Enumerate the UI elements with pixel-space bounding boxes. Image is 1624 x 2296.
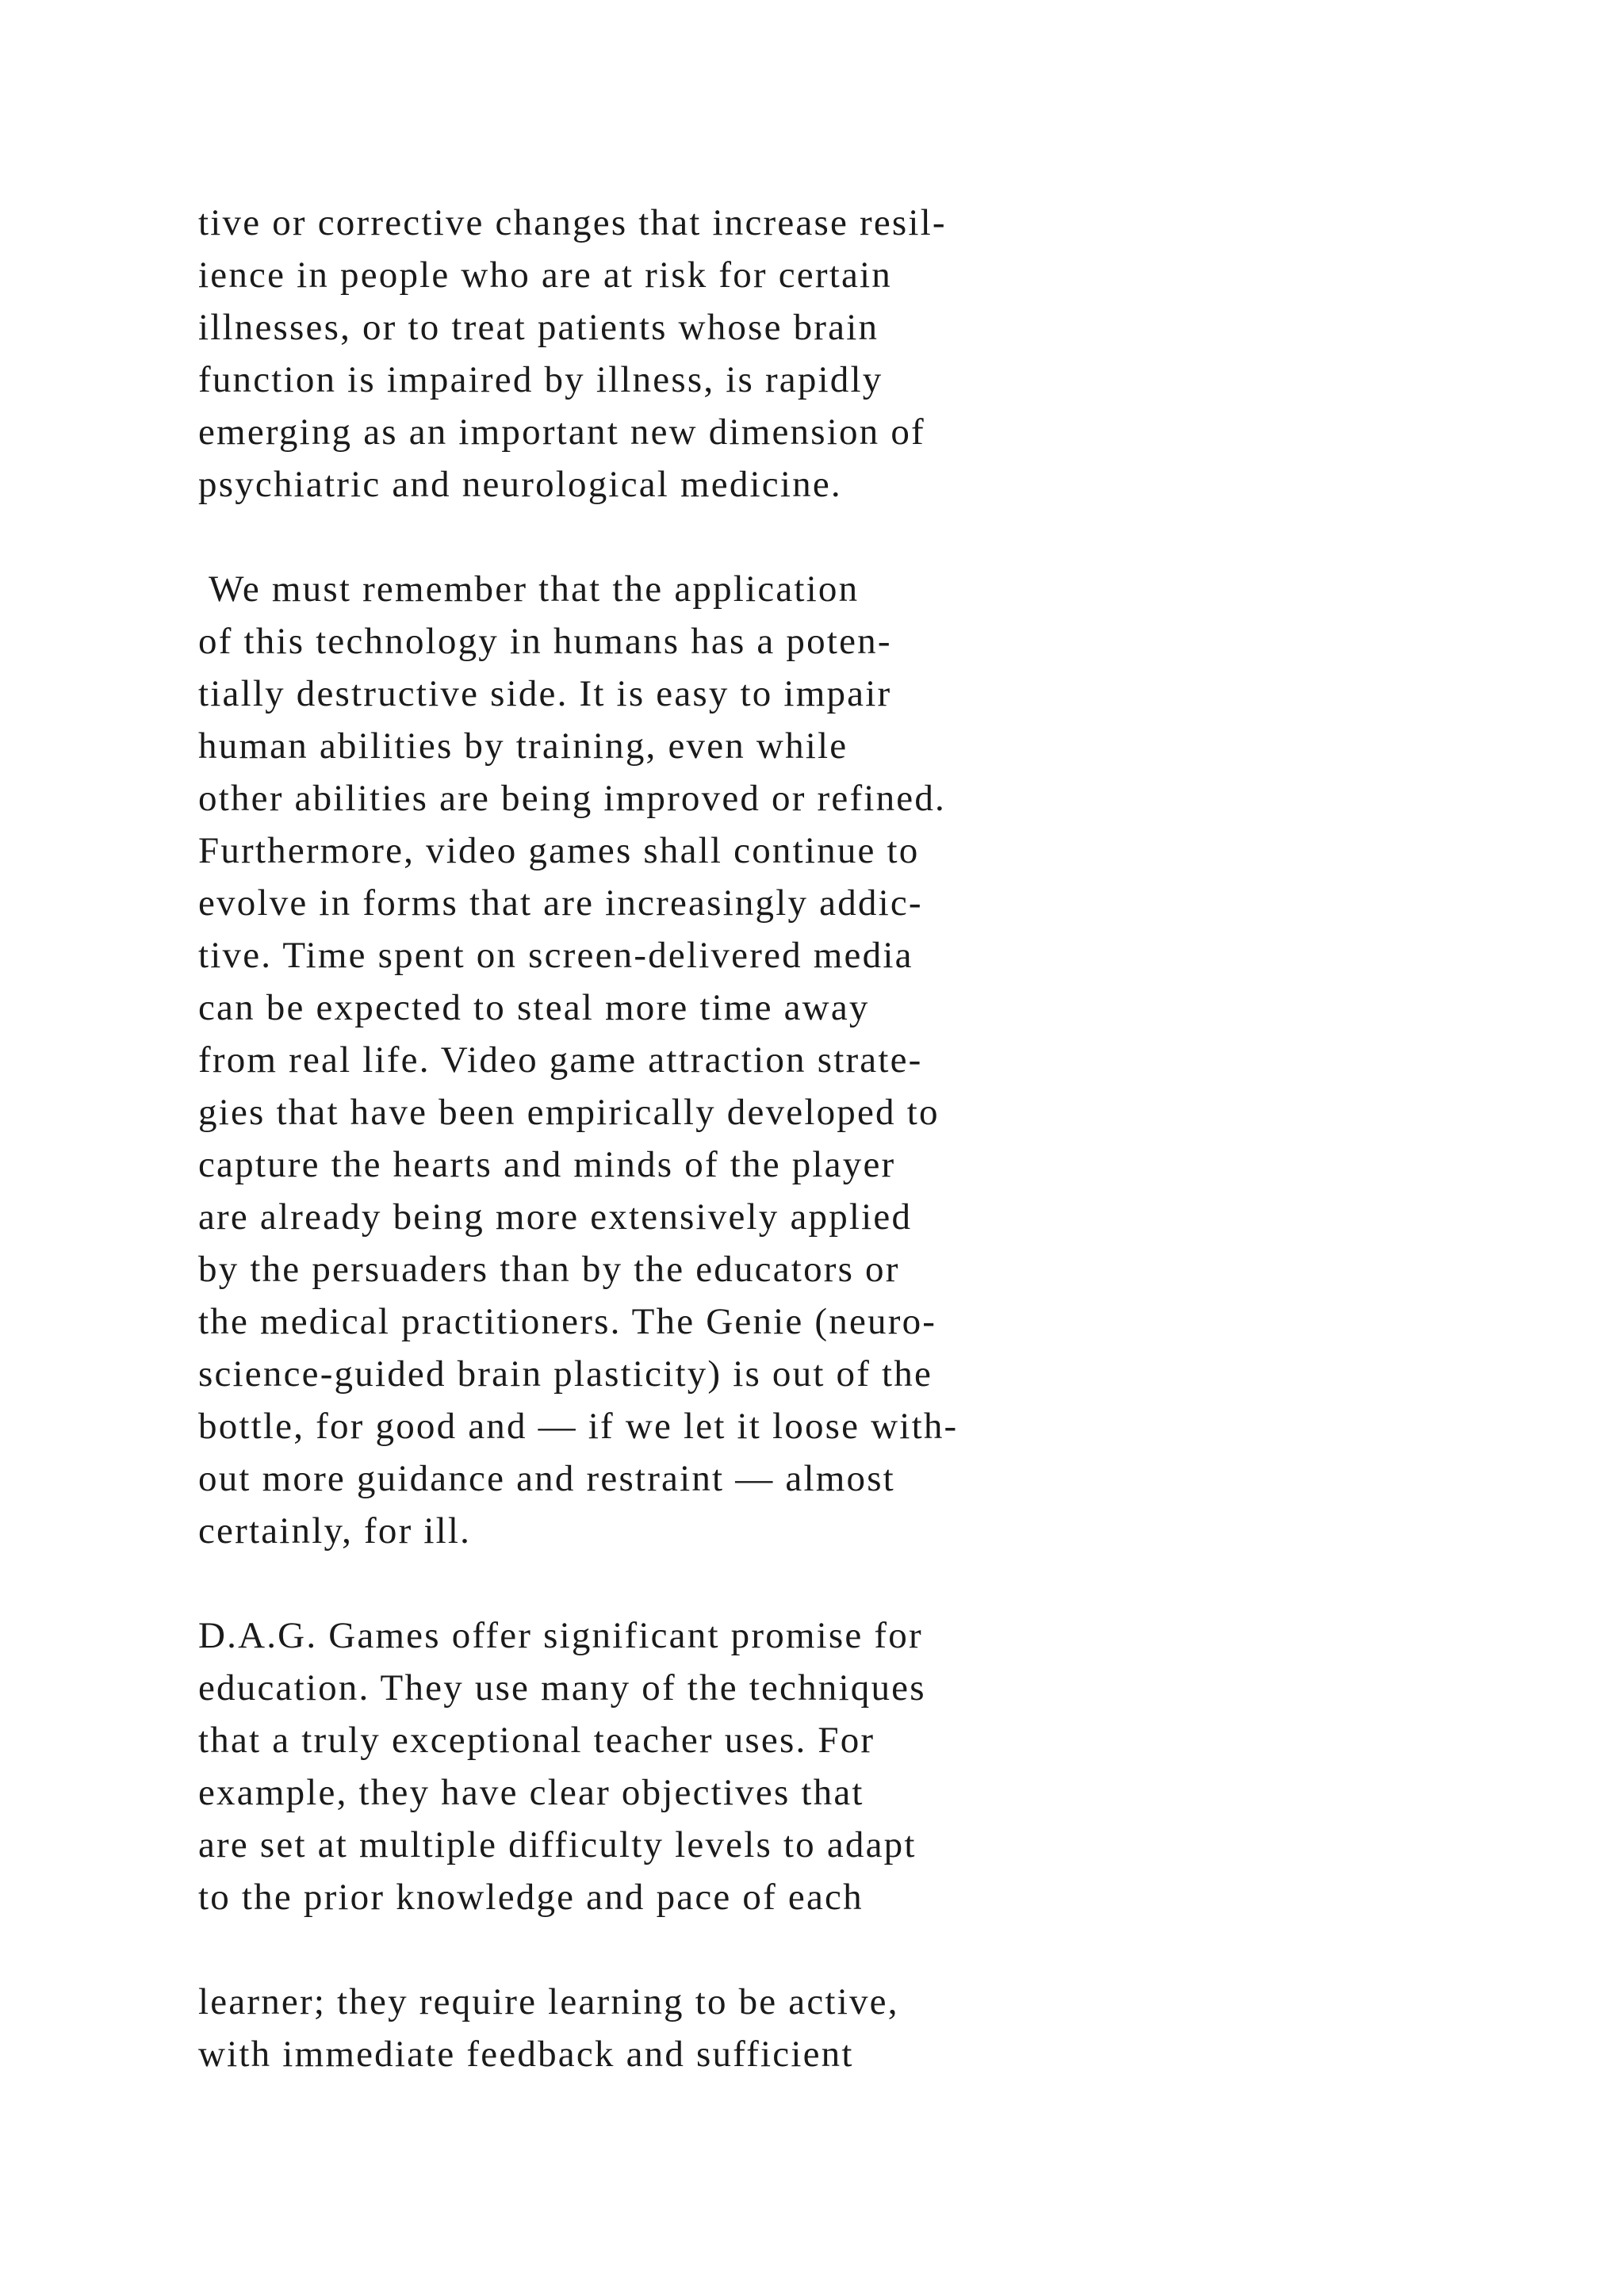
paragraph bbox=[198, 1609, 1435, 1923]
text-line: emerging as an important new dimension of bbox=[198, 411, 925, 453]
text-line: psychiatric and neurological medicine. bbox=[198, 464, 842, 505]
text-line: other abilities are being improved or refined. bbox=[198, 778, 946, 819]
text-line: function is impaired by illness, is rapidly bbox=[198, 359, 883, 400]
text-line: are already being more extensively applied bbox=[198, 1196, 913, 1238]
paragraph bbox=[198, 197, 1435, 511]
paragraph-gap bbox=[198, 1923, 1435, 1976]
paragraph bbox=[198, 1976, 1435, 2080]
text-line: by the persuaders than by the educators or bbox=[198, 1249, 900, 1290]
text-line: tive or corrective changes that increase resil- bbox=[198, 202, 947, 243]
text-line: certainly, for ill. bbox=[198, 1510, 472, 1552]
paragraph-gap bbox=[198, 511, 1435, 563]
text-line: human abilities by training, even while bbox=[198, 725, 848, 767]
paragraph bbox=[198, 563, 1435, 1557]
text-line: bottle, for good and — if we let it loose with- bbox=[198, 1406, 959, 1447]
text-line: science-guided brain plasticity) is out of the bbox=[198, 1353, 933, 1395]
paragraph-gap bbox=[198, 1557, 1435, 1609]
text-line: ience in people who are at risk for certain bbox=[198, 254, 892, 296]
text-line: example, they have clear objectives that bbox=[198, 1772, 864, 1813]
text-line: tially destructive side. It is easy to impair bbox=[198, 673, 892, 714]
text-line: Furthermore, video games shall continue to bbox=[198, 830, 920, 871]
text-line: capture the hearts and minds of the player bbox=[198, 1144, 896, 1185]
text-column bbox=[198, 197, 1435, 2080]
text-line: can be expected to steal more time away bbox=[198, 987, 870, 1028]
text-line: of this technology in humans has a poten- bbox=[198, 621, 892, 662]
text-line: tive. Time spent on screen-delivered media bbox=[198, 935, 914, 976]
text-line: evolve in forms that are increasingly addic- bbox=[198, 882, 923, 924]
text-line: D.A.G. Games offer significant promise for bbox=[198, 1615, 923, 1656]
text-line: to the prior knowledge and pace of each bbox=[198, 1877, 864, 1918]
text-line: with immediate feedback and sufficient bbox=[198, 2034, 854, 2075]
text-line: the medical practitioners. The Genie (neuro- bbox=[198, 1301, 937, 1342]
text-line: learner; they require learning to be active, bbox=[198, 1981, 899, 2022]
text-line: that a truly exceptional teacher uses. For bbox=[198, 1720, 875, 1761]
text-line: illnesses, or to treat patients whose brain bbox=[198, 307, 879, 348]
text-line: gies that have been empirically developed to bbox=[198, 1092, 940, 1133]
text-line: education. They use many of the techniques bbox=[198, 1667, 926, 1709]
text-line: We must remember that the application bbox=[198, 568, 860, 610]
text-line: from real life. Video game attraction strate- bbox=[198, 1039, 923, 1081]
text-line: out more guidance and restraint — almost bbox=[198, 1458, 895, 1499]
text-line: are set at multiple difficulty levels to adapt bbox=[198, 1824, 917, 1866]
